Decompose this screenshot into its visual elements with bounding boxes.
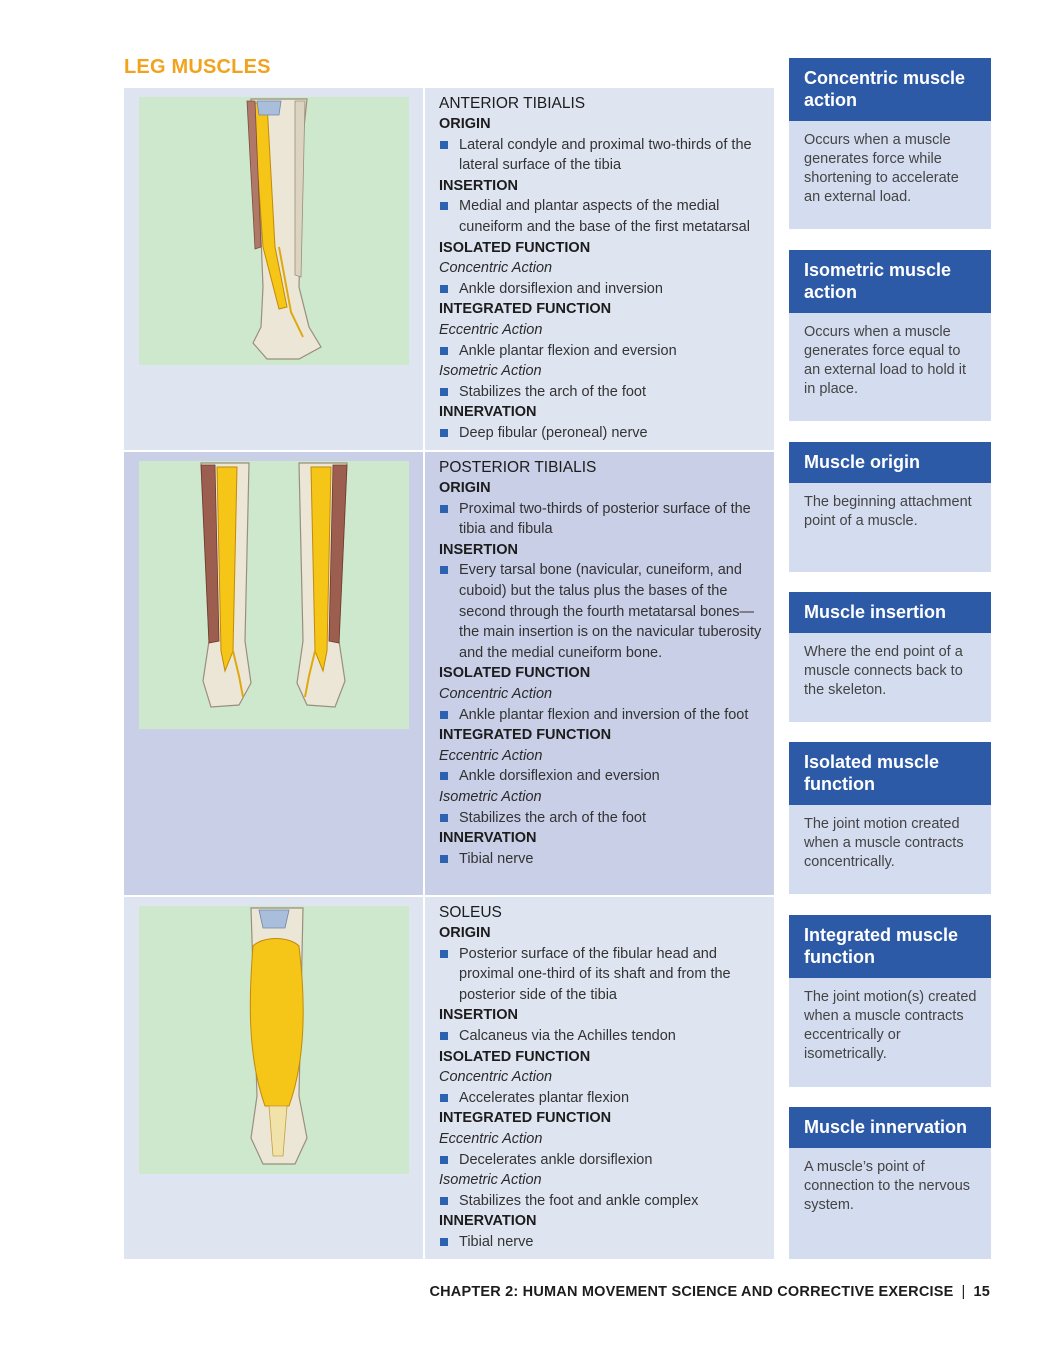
isometric-action-label: Isometric Action [439,1172,542,1189]
definition-concentric-muscle-action [789,58,991,229]
list-item [439,279,774,300]
eccentric-text: Decelerates ankle dorsiflexion [459,1151,653,1168]
isolated-function-heading: ISOLATED FUNCTION [439,1048,591,1065]
isometric-action-label: Isometric Action [439,788,542,805]
chapter-title: CHAPTER 2: HUMAN MOVEMENT SCIENCE AND CORRECTIVE EXERCISE [429,1284,954,1300]
eccentric-action-label: Eccentric Action [439,747,543,764]
concentric-text: Accelerates plantar flexion [459,1089,630,1106]
origin-heading: ORIGIN [439,480,491,496]
list-item [439,1232,774,1253]
list-item [439,1088,774,1109]
anterior-tibialis-illustration [139,97,409,365]
image-panel [124,452,423,895]
bullet-icon [440,202,448,210]
definition-muscle-origin [789,442,991,572]
concentric-text: Ankle plantar flexion and inversion of the foot [459,706,749,723]
bullet-icon [440,711,448,719]
bullet-icon [440,1094,448,1102]
list-item [439,1026,774,1047]
definition-muscle-innervation [789,1107,991,1259]
origin-text: Proximal two-thirds of posterior surface of the tibia and fibula [459,500,751,538]
muscle-name: ANTERIOR TIBIALIS [439,95,586,112]
definition-isometric-muscle-action [789,250,991,421]
bullet-icon [440,1197,448,1205]
insertion-heading: INSERTION [439,1007,518,1024]
integrated-function-heading: INTEGRATED FUNCTION [439,301,612,318]
definition-body: Occurs when a muscle generates force equal to an external load to hold it in place. [789,313,991,411]
definition-title: Muscle insertion [789,592,991,633]
concentric-action-label: Concentric Action [439,685,553,702]
list-item [439,341,774,362]
definition-muscle-insertion [789,592,991,722]
muscle-name: POSTERIOR TIBIALIS [439,459,597,476]
isometric-text: Stabilizes the arch of the foot [459,809,646,826]
eccentric-action-label: Eccentric Action [439,321,543,338]
list-item [439,560,774,663]
definition-body: The joint motion created when a muscle contracts concentrically. [789,805,991,884]
definition-title: Isolated muscle function [789,742,991,805]
list-item [439,808,774,829]
innervation-text: Deep fibular (peroneal) nerve [459,424,648,441]
list-item [439,1191,774,1212]
muscle-row-soleus [124,897,774,1259]
insertion-text: Every tarsal bone (navicular, cuneiform, and cuboid) but the talus plus the bases of the second through the fourth metatarsal bones—the main insertion is on the navicular tuberosity and the medial cuneiform bone. [459,562,762,661]
innervation-text: Tibial nerve [459,1233,534,1250]
bullet-icon [440,429,448,437]
isolated-function-heading: ISOLATED FUNCTION [439,239,591,256]
isometric-action-label: Isometric Action [439,363,542,380]
image-panel [124,88,423,450]
innervation-text: Tibial nerve [459,850,534,867]
bullet-icon [440,566,448,574]
isolated-function-heading: ISOLATED FUNCTION [439,665,591,682]
bullet-icon [440,814,448,822]
definition-isolated-muscle-function [789,742,991,894]
posterior-tibialis-text [425,452,774,895]
list-item [439,849,774,870]
footer-separator: | [961,1284,966,1300]
image-panel [124,897,423,1259]
list-item [439,382,774,403]
definition-title: Muscle origin [789,442,991,483]
definition-body: A muscle’s point of connection to the nervous system. [789,1148,991,1227]
bullet-icon [440,285,448,293]
bullet-icon [440,347,448,355]
insertion-heading: INSERTION [439,541,518,558]
bullet-icon [440,388,448,396]
definition-title: Muscle innervation [789,1107,991,1148]
insertion-text: Medial and plantar aspects of the medial cuneiform and the base of the first metatarsal [459,198,750,235]
list-item [439,944,774,1006]
list-item [439,499,774,540]
concentric-text: Ankle dorsiflexion and inversion [459,280,663,297]
definition-body: The beginning attachment point of a muscle. [789,483,991,543]
anterior-tibialis-text [425,88,774,450]
soleus-text [425,897,774,1259]
integrated-function-heading: INTEGRATED FUNCTION [439,727,612,744]
bullet-icon [440,950,448,958]
isometric-text: Stabilizes the foot and ankle complex [459,1192,699,1209]
definition-body: Occurs when a muscle generates force while shortening to accelerate an external load. [789,121,991,219]
list-item [439,1150,774,1171]
concentric-action-label: Concentric Action [439,1069,553,1086]
list-item [439,766,774,787]
posterior-tibialis-illustration [139,461,409,729]
integrated-function-heading: INTEGRATED FUNCTION [439,1110,612,1127]
eccentric-text: Ankle plantar flexion and eversion [459,342,677,359]
section-title: LEG MUSCLES [124,56,271,78]
concentric-action-label: Concentric Action [439,260,553,277]
bullet-icon [440,855,448,863]
list-item [439,705,774,726]
insertion-heading: INSERTION [439,177,518,194]
innervation-heading: INNERVATION [439,404,537,421]
origin-text: Posterior surface of the fibular head and proximal one-third of its shaft and from the posterior side of the tibia [459,945,731,1003]
insertion-text: Calcaneus via the Achilles tendon [459,1027,676,1044]
soleus-illustration [139,906,409,1174]
muscle-name: SOLEUS [439,904,502,921]
muscle-row-posterior-tibialis [124,452,774,895]
origin-heading: ORIGIN [439,116,491,132]
definition-title: Integrated muscle function [789,915,991,978]
page-footer [429,1284,990,1300]
innervation-heading: INNERVATION [439,830,537,847]
bullet-icon [440,505,448,513]
definition-title: Isometric muscle action [789,250,991,313]
bullet-icon [440,1032,448,1040]
muscle-row-anterior-tibialis [124,88,774,450]
definition-integrated-muscle-function [789,915,991,1087]
eccentric-text: Ankle dorsiflexion and eversion [459,768,660,785]
definition-title: Concentric muscle action [789,58,991,121]
bullet-icon [440,1156,448,1164]
innervation-heading: INNERVATION [439,1213,537,1230]
bullet-icon [440,141,448,149]
origin-heading: ORIGIN [439,925,491,941]
definition-body: The joint motion(s) created when a muscle contracts eccentrically or isometrically. [789,978,991,1076]
origin-text: Lateral condyle and proximal two-thirds of the lateral surface of the tibia [459,136,752,174]
eccentric-action-label: Eccentric Action [439,1130,543,1147]
bullet-icon [440,772,448,780]
page-number: 15 [973,1284,990,1300]
definition-body: Where the end point of a muscle connects back to the skeleton. [789,633,991,712]
list-item [439,196,774,237]
bullet-icon [440,1238,448,1246]
list-item [439,135,774,176]
list-item [439,423,774,444]
isometric-text: Stabilizes the arch of the foot [459,383,646,400]
